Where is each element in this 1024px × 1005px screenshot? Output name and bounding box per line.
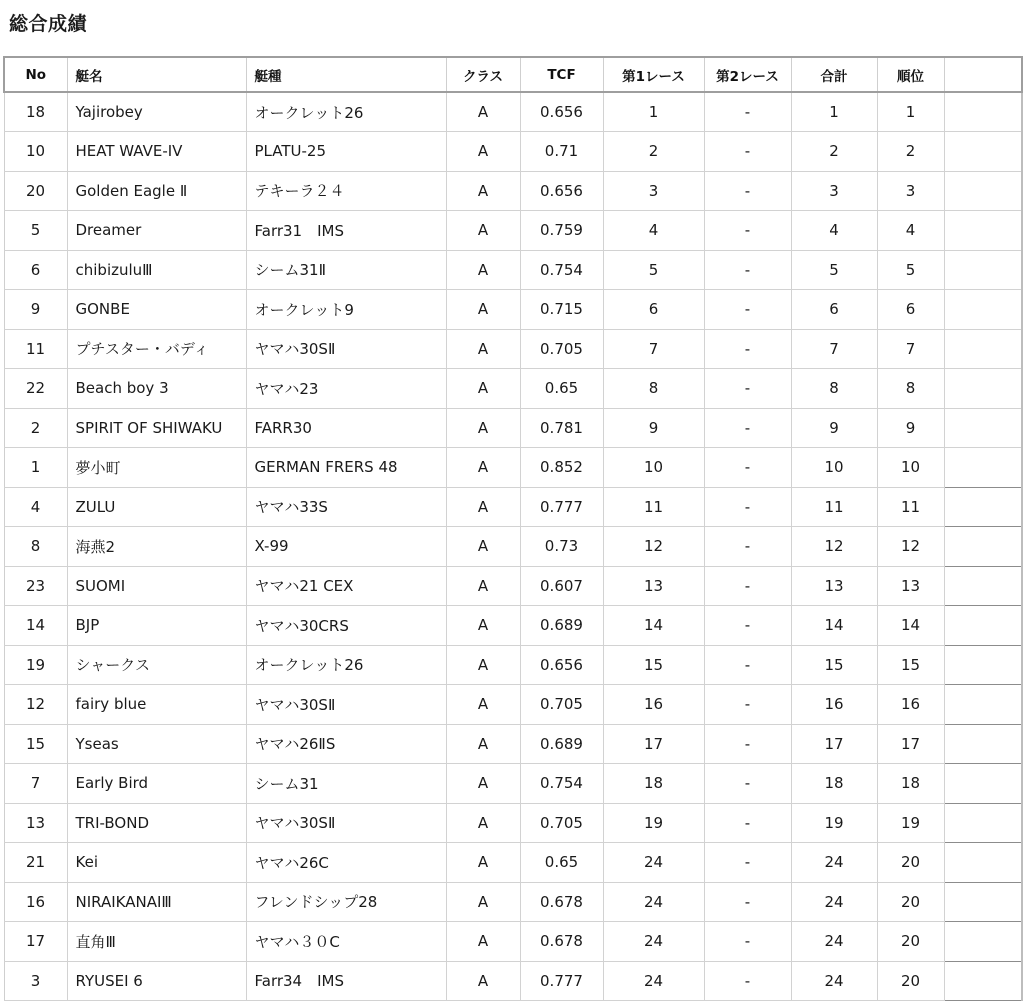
cell-type: フレンドシップ28 — [246, 882, 446, 922]
cell-rank: 12 — [877, 527, 944, 567]
cell-no: 23 — [4, 566, 67, 606]
cell-tcf: 0.754 — [520, 764, 603, 804]
table-row — [4, 566, 1022, 606]
cell-no: 10 — [4, 132, 67, 172]
cell-extra — [944, 724, 1022, 764]
cell-no: 11 — [4, 329, 67, 369]
cell-extra — [944, 92, 1022, 132]
cell-extra — [944, 369, 1022, 409]
cell-class: A — [446, 527, 520, 567]
cell-no: 12 — [4, 685, 67, 725]
page-title: 総合成績 — [9, 13, 88, 35]
cell-race2: - — [704, 250, 791, 290]
cell-name: RYUSEI 6 — [67, 961, 246, 1001]
cell-race1: 6 — [603, 290, 704, 330]
cell-total: 8 — [791, 369, 877, 409]
cell-total: 5 — [791, 250, 877, 290]
cell-extra — [944, 448, 1022, 488]
header-no: No — [4, 57, 67, 92]
cell-type: ヤマハ23 — [246, 369, 446, 409]
table-row — [4, 448, 1022, 488]
cell-total: 16 — [791, 685, 877, 725]
cell-name: 直角Ⅲ — [67, 922, 246, 962]
cell-race2: - — [704, 448, 791, 488]
cell-race1: 12 — [603, 527, 704, 567]
cell-no: 22 — [4, 369, 67, 409]
cell-name: BJP — [67, 606, 246, 646]
cell-tcf: 0.73 — [520, 527, 603, 567]
cell-total: 13 — [791, 566, 877, 606]
cell-race1: 24 — [603, 961, 704, 1001]
cell-total: 3 — [791, 171, 877, 211]
cell-race2: - — [704, 132, 791, 172]
cell-extra — [944, 764, 1022, 804]
cell-no: 17 — [4, 922, 67, 962]
cell-type: ヤマハ30SⅡ — [246, 685, 446, 725]
cell-extra — [944, 132, 1022, 172]
cell-race2: - — [704, 487, 791, 527]
cell-extra — [944, 566, 1022, 606]
cell-race1: 5 — [603, 250, 704, 290]
cell-tcf: 0.656 — [520, 171, 603, 211]
cell-name: Dreamer — [67, 211, 246, 251]
cell-race2: - — [704, 211, 791, 251]
cell-rank: 13 — [877, 566, 944, 606]
table-row — [4, 527, 1022, 567]
table-row — [4, 724, 1022, 764]
cell-race2: - — [704, 408, 791, 448]
table-row — [4, 132, 1022, 172]
cell-no: 7 — [4, 764, 67, 804]
cell-tcf: 0.689 — [520, 606, 603, 646]
cell-name: Golden Eagle Ⅱ — [67, 171, 246, 211]
cell-race2: - — [704, 329, 791, 369]
cell-type: オークレット26 — [246, 92, 446, 132]
cell-no: 1 — [4, 448, 67, 488]
table-body — [4, 92, 1022, 1001]
cell-name: Yseas — [67, 724, 246, 764]
cell-extra — [944, 290, 1022, 330]
cell-race2: - — [704, 922, 791, 962]
cell-tcf: 0.852 — [520, 448, 603, 488]
header-total: 合計 — [791, 57, 877, 92]
cell-name: NIRAIKANAIⅢ — [67, 882, 246, 922]
cell-class: A — [446, 645, 520, 685]
cell-name: ZULU — [67, 487, 246, 527]
cell-class: A — [446, 171, 520, 211]
cell-extra — [944, 211, 1022, 251]
header-type: 艇種 — [246, 57, 446, 92]
cell-tcf: 0.607 — [520, 566, 603, 606]
cell-total: 11 — [791, 487, 877, 527]
cell-class: A — [446, 606, 520, 646]
cell-rank: 18 — [877, 764, 944, 804]
cell-total: 10 — [791, 448, 877, 488]
cell-tcf: 0.705 — [520, 329, 603, 369]
cell-tcf: 0.678 — [520, 922, 603, 962]
cell-race1: 1 — [603, 92, 704, 132]
header-name: 艇名 — [67, 57, 246, 92]
cell-type: ヤマハ26ⅡS — [246, 724, 446, 764]
cell-class: A — [446, 961, 520, 1001]
cell-class: A — [446, 803, 520, 843]
cell-race2: - — [704, 843, 791, 883]
cell-type: PLATU-25 — [246, 132, 446, 172]
cell-tcf: 0.65 — [520, 843, 603, 883]
cell-tcf: 0.777 — [520, 961, 603, 1001]
cell-rank: 7 — [877, 329, 944, 369]
cell-type: シーム31Ⅱ — [246, 250, 446, 290]
cell-rank: 9 — [877, 408, 944, 448]
cell-class: A — [446, 290, 520, 330]
table-row — [4, 250, 1022, 290]
cell-class: A — [446, 882, 520, 922]
table-row — [4, 882, 1022, 922]
cell-total: 1 — [791, 92, 877, 132]
cell-race2: - — [704, 961, 791, 1001]
cell-tcf: 0.777 — [520, 487, 603, 527]
cell-rank: 20 — [877, 882, 944, 922]
cell-tcf: 0.65 — [520, 369, 603, 409]
cell-rank: 1 — [877, 92, 944, 132]
table-row — [4, 211, 1022, 251]
cell-tcf: 0.689 — [520, 724, 603, 764]
cell-rank: 10 — [877, 448, 944, 488]
cell-no: 19 — [4, 645, 67, 685]
cell-class: A — [446, 211, 520, 251]
cell-race1: 8 — [603, 369, 704, 409]
cell-extra — [944, 606, 1022, 646]
cell-race2: - — [704, 369, 791, 409]
cell-name: プチスター・バディ — [67, 329, 246, 369]
table-row — [4, 369, 1022, 409]
cell-race1: 16 — [603, 685, 704, 725]
cell-race2: - — [704, 685, 791, 725]
cell-total: 24 — [791, 922, 877, 962]
table-row — [4, 290, 1022, 330]
table-row — [4, 606, 1022, 646]
cell-type: ヤマハ３０C — [246, 922, 446, 962]
cell-type: Farr31 IMS — [246, 211, 446, 251]
cell-type: テキーラ２４ — [246, 171, 446, 211]
table-row — [4, 408, 1022, 448]
cell-total: 24 — [791, 843, 877, 883]
cell-type: Farr34 IMS — [246, 961, 446, 1001]
table-row — [4, 764, 1022, 804]
cell-class: A — [446, 724, 520, 764]
cell-tcf: 0.656 — [520, 92, 603, 132]
cell-race1: 7 — [603, 329, 704, 369]
cell-total: 4 — [791, 211, 877, 251]
cell-class: A — [446, 250, 520, 290]
table-row — [4, 329, 1022, 369]
cell-rank: 14 — [877, 606, 944, 646]
cell-name: Kei — [67, 843, 246, 883]
cell-tcf: 0.754 — [520, 250, 603, 290]
cell-no: 2 — [4, 408, 67, 448]
cell-class: A — [446, 922, 520, 962]
cell-no: 15 — [4, 724, 67, 764]
cell-type: X-99 — [246, 527, 446, 567]
cell-race1: 19 — [603, 803, 704, 843]
cell-class: A — [446, 764, 520, 804]
cell-rank: 15 — [877, 645, 944, 685]
cell-race2: - — [704, 527, 791, 567]
cell-extra — [944, 487, 1022, 527]
cell-total: 12 — [791, 527, 877, 567]
table-row — [4, 843, 1022, 883]
cell-class: A — [446, 329, 520, 369]
cell-rank: 3 — [877, 171, 944, 211]
cell-race2: - — [704, 764, 791, 804]
table-row — [4, 803, 1022, 843]
cell-race2: - — [704, 566, 791, 606]
cell-race1: 17 — [603, 724, 704, 764]
cell-class: A — [446, 448, 520, 488]
cell-type: シーム31 — [246, 764, 446, 804]
cell-race2: - — [704, 724, 791, 764]
cell-race2: - — [704, 290, 791, 330]
cell-total: 14 — [791, 606, 877, 646]
cell-name: 夢小町 — [67, 448, 246, 488]
cell-total: 19 — [791, 803, 877, 843]
cell-type: ヤマハ33S — [246, 487, 446, 527]
cell-race1: 24 — [603, 882, 704, 922]
cell-extra — [944, 171, 1022, 211]
cell-extra — [944, 408, 1022, 448]
cell-total: 6 — [791, 290, 877, 330]
cell-race2: - — [704, 171, 791, 211]
cell-no: 5 — [4, 211, 67, 251]
cell-rank: 20 — [877, 843, 944, 883]
cell-class: A — [446, 685, 520, 725]
header-tcf: TCF — [520, 57, 603, 92]
cell-no: 6 — [4, 250, 67, 290]
cell-extra — [944, 250, 1022, 290]
cell-class: A — [446, 369, 520, 409]
cell-no: 16 — [4, 882, 67, 922]
cell-name: SPIRIT OF SHIWAKU — [67, 408, 246, 448]
cell-type: ヤマハ30CRS — [246, 606, 446, 646]
header-race1: 第1レース — [603, 57, 704, 92]
table-header-row — [4, 57, 1022, 92]
cell-total: 15 — [791, 645, 877, 685]
cell-class: A — [446, 487, 520, 527]
cell-rank: 19 — [877, 803, 944, 843]
cell-total: 9 — [791, 408, 877, 448]
cell-total: 17 — [791, 724, 877, 764]
cell-extra — [944, 329, 1022, 369]
cell-class: A — [446, 92, 520, 132]
cell-name: Yajirobey — [67, 92, 246, 132]
cell-type: FARR30 — [246, 408, 446, 448]
results-table-container — [3, 56, 1023, 1001]
header-race2: 第2レース — [704, 57, 791, 92]
header-rank: 順位 — [877, 57, 944, 92]
table-row — [4, 487, 1022, 527]
cell-race1: 15 — [603, 645, 704, 685]
cell-race1: 2 — [603, 132, 704, 172]
cell-class: A — [446, 566, 520, 606]
cell-total: 2 — [791, 132, 877, 172]
cell-race2: - — [704, 92, 791, 132]
cell-no: 4 — [4, 487, 67, 527]
cell-rank: 2 — [877, 132, 944, 172]
cell-type: GERMAN FRERS 48 — [246, 448, 446, 488]
table-row — [4, 922, 1022, 962]
cell-no: 14 — [4, 606, 67, 646]
header-extra — [944, 57, 1022, 92]
cell-total: 18 — [791, 764, 877, 804]
cell-name: chibizuluⅢ — [67, 250, 246, 290]
cell-class: A — [446, 408, 520, 448]
cell-tcf: 0.715 — [520, 290, 603, 330]
cell-extra — [944, 803, 1022, 843]
cell-extra — [944, 882, 1022, 922]
cell-type: オークレット9 — [246, 290, 446, 330]
cell-name: TRI-BOND — [67, 803, 246, 843]
cell-race1: 13 — [603, 566, 704, 606]
cell-rank: 20 — [877, 961, 944, 1001]
cell-race1: 4 — [603, 211, 704, 251]
cell-name: Early Bird — [67, 764, 246, 804]
cell-name: HEAT WAVE-IV — [67, 132, 246, 172]
cell-tcf: 0.759 — [520, 211, 603, 251]
cell-race2: - — [704, 606, 791, 646]
cell-race1: 10 — [603, 448, 704, 488]
cell-race1: 14 — [603, 606, 704, 646]
cell-name: GONBE — [67, 290, 246, 330]
table-row — [4, 171, 1022, 211]
cell-rank: 6 — [877, 290, 944, 330]
cell-rank: 5 — [877, 250, 944, 290]
table-row — [4, 961, 1022, 1001]
cell-tcf: 0.71 — [520, 132, 603, 172]
cell-name: Beach boy 3 — [67, 369, 246, 409]
cell-race1: 11 — [603, 487, 704, 527]
cell-total: 24 — [791, 961, 877, 1001]
cell-class: A — [446, 132, 520, 172]
cell-no: 13 — [4, 803, 67, 843]
cell-no: 9 — [4, 290, 67, 330]
cell-name: fairy blue — [67, 685, 246, 725]
cell-tcf: 0.678 — [520, 882, 603, 922]
cell-rank: 11 — [877, 487, 944, 527]
cell-rank: 20 — [877, 922, 944, 962]
cell-class: A — [446, 843, 520, 883]
cell-rank: 4 — [877, 211, 944, 251]
results-table — [3, 56, 1023, 1001]
header-class: クラス — [446, 57, 520, 92]
cell-extra — [944, 961, 1022, 1001]
cell-type: ヤマハ21 CEX — [246, 566, 446, 606]
cell-rank: 17 — [877, 724, 944, 764]
cell-extra — [944, 843, 1022, 883]
cell-race1: 24 — [603, 922, 704, 962]
cell-rank: 8 — [877, 369, 944, 409]
cell-extra — [944, 645, 1022, 685]
cell-race2: - — [704, 645, 791, 685]
cell-no: 3 — [4, 961, 67, 1001]
cell-extra — [944, 685, 1022, 725]
cell-total: 7 — [791, 329, 877, 369]
cell-type: オークレット26 — [246, 645, 446, 685]
cell-extra — [944, 922, 1022, 962]
cell-total: 24 — [791, 882, 877, 922]
cell-race1: 18 — [603, 764, 704, 804]
table-row — [4, 645, 1022, 685]
cell-tcf: 0.705 — [520, 803, 603, 843]
cell-extra — [944, 527, 1022, 567]
cell-no: 8 — [4, 527, 67, 567]
cell-tcf: 0.705 — [520, 685, 603, 725]
cell-type: ヤマハ26C — [246, 843, 446, 883]
cell-race1: 24 — [603, 843, 704, 883]
cell-name: 海燕2 — [67, 527, 246, 567]
cell-race1: 3 — [603, 171, 704, 211]
table-row — [4, 92, 1022, 132]
cell-rank: 16 — [877, 685, 944, 725]
cell-tcf: 0.656 — [520, 645, 603, 685]
cell-type: ヤマハ30SⅡ — [246, 803, 446, 843]
cell-no: 18 — [4, 92, 67, 132]
cell-race2: - — [704, 882, 791, 922]
cell-race1: 9 — [603, 408, 704, 448]
cell-no: 20 — [4, 171, 67, 211]
cell-name: シャークス — [67, 645, 246, 685]
table-row — [4, 685, 1022, 725]
cell-no: 21 — [4, 843, 67, 883]
cell-name: SUOMI — [67, 566, 246, 606]
cell-tcf: 0.781 — [520, 408, 603, 448]
cell-race2: - — [704, 803, 791, 843]
cell-type: ヤマハ30SⅡ — [246, 329, 446, 369]
